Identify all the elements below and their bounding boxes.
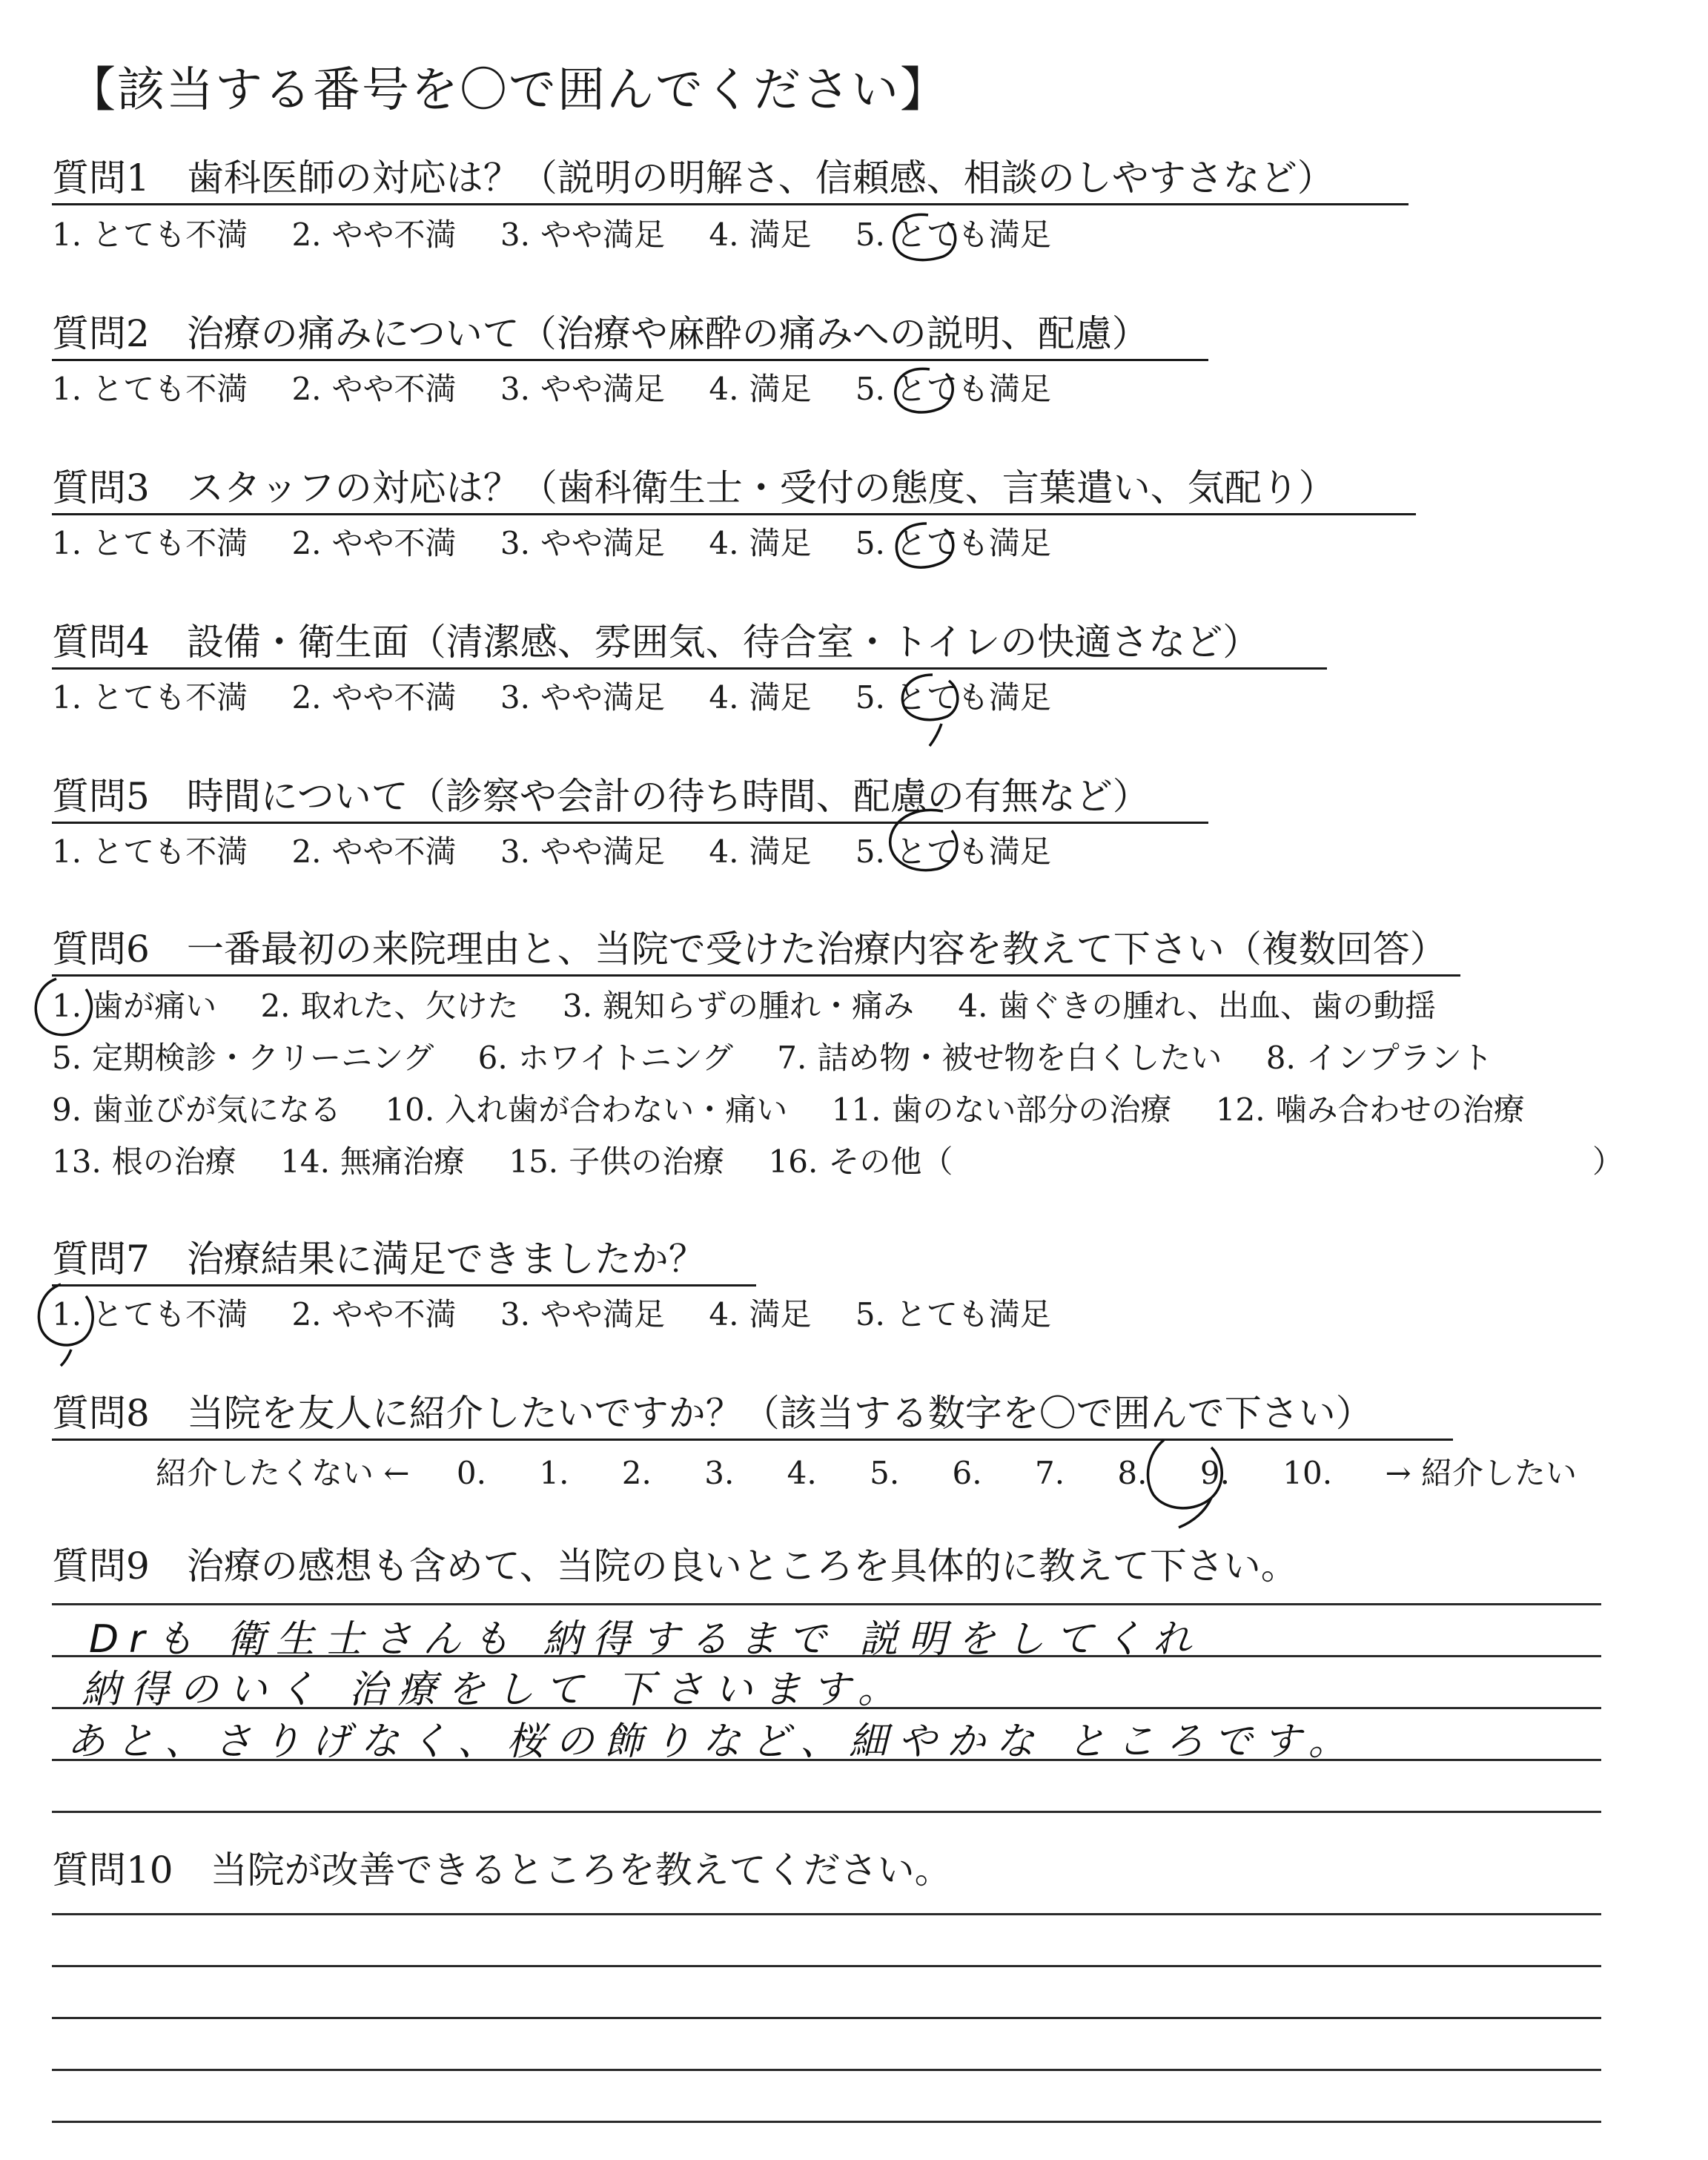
q8-right-label: → 紹介したい (1385, 1455, 1577, 1491)
q6-option-5[interactable]: 5. 定期検診・クリーニング (52, 1040, 434, 1076)
question-label: 質問2 (52, 312, 150, 355)
option-4[interactable]: 4. 満足 (709, 833, 812, 870)
q10-answer-line-5[interactable] (52, 2121, 1601, 2123)
option-5[interactable]: 5. とても満足 (855, 1296, 1051, 1332)
q8-option-10[interactable]: 10. (1282, 1455, 1333, 1491)
question-3-title (52, 466, 1336, 510)
q7-circle-mark (28, 1272, 110, 1369)
option-3[interactable]: 3. やや満足 (500, 217, 665, 253)
q2-circle-mark (884, 354, 965, 429)
question-7-underline (52, 1284, 756, 1287)
q6-option-4[interactable]: 4. 歯ぐきの腫れ、出血、歯の動揺 (958, 988, 1436, 1024)
q6-circle-mark (27, 968, 108, 1050)
q6-option-7[interactable]: 7. 詰め物・被せ物を白くしたい (777, 1040, 1222, 1076)
option-3[interactable]: 3. やや満足 (500, 371, 665, 407)
q10-answer-line-4[interactable] (52, 2069, 1601, 2071)
q3-circle-mark (884, 510, 965, 584)
q5-circle-mark (875, 801, 971, 890)
option-5[interactable]: 5. とても満足 (855, 679, 1051, 716)
option-3[interactable]: 3. やや満足 (500, 525, 665, 561)
q6-option-9[interactable]: 9. 歯並びが気になる (52, 1091, 342, 1128)
q10-answer-line-2[interactable] (52, 1965, 1601, 1967)
question-text: 一番最初の来院理由と、当院で受けた治療内容を教えて下さい（複数回答） (186, 928, 1447, 971)
question-label: 質問3 (52, 466, 150, 509)
question-5-underline (52, 822, 1208, 824)
q9-handwritten-line-1: Drも 衛生士さんも 納得するまで 説明をしてくれ (89, 1617, 1202, 1662)
q4-circle-mark (890, 664, 971, 753)
q6-option-10[interactable]: 10. 入れ歯が合わない・痛い (385, 1091, 788, 1128)
question-6-underline (52, 974, 1460, 977)
q8-option-4[interactable]: 4. (787, 1455, 817, 1491)
option-2[interactable]: 2. やや不満 (291, 371, 457, 407)
option-1[interactable]: 1. とても不満 (52, 1296, 248, 1332)
q6-option-12[interactable]: 12. 噛み合わせの治療 (1215, 1091, 1525, 1128)
q8-left-label: 紹介したくない ← (156, 1455, 410, 1491)
question-text: 当院を友人に紹介したいですか？（該当する数字を〇で囲んで下さい） (186, 1392, 1373, 1435)
question-label: 質問8 (52, 1392, 150, 1435)
question-9-title (52, 1544, 1298, 1588)
q9-handwritten-line-3: あと、さりげなく、桜の飾りなど、細やかな ところです。 (67, 1720, 1357, 1764)
question-8-underline (52, 1439, 1453, 1441)
question-label: 質問6 (52, 928, 150, 971)
question-2-title (52, 311, 1149, 356)
question-text: 設備・衛生面（清潔感、雰囲気、待合室・トイレの快適さなど） (186, 621, 1260, 664)
q6-options-row-1[interactable] (52, 986, 1470, 1026)
option-5[interactable]: 5. とても満足 (855, 525, 1051, 561)
question-7-options[interactable] (52, 1295, 1085, 1335)
question-3-underline (52, 513, 1416, 515)
q9-answer-line-5 (52, 1811, 1601, 1813)
question-label: 質問7 (52, 1238, 150, 1281)
option-3[interactable]: 3. やや満足 (500, 833, 665, 870)
q8-circle-mark (1134, 1424, 1238, 1542)
q9-answer-line-1 (52, 1603, 1601, 1605)
q10-answer-line-1[interactable] (52, 1913, 1601, 1915)
option-2[interactable]: 2. やや不満 (291, 525, 457, 561)
question-text: 治療の痛みについて（治療や麻酔の痛みへの説明、配慮） (186, 312, 1149, 355)
q8-option-8[interactable]: 8. (1117, 1455, 1148, 1491)
q6-options-row-4[interactable] (52, 1142, 987, 1182)
question-text: 治療の感想も含めて、当院の良いところを具体的に教えて下さい。 (186, 1545, 1298, 1588)
q6-option-16[interactable]: 16. その他（ (768, 1143, 953, 1180)
question-text: 歯科医師の対応は？（説明の明解さ、信頼感、相談のしやすさなど） (186, 156, 1334, 199)
q6-option-3[interactable]: 3. 親知らずの腫れ・痛み (562, 988, 914, 1024)
q6-option-8[interactable]: 8. インプラント (1265, 1040, 1493, 1076)
question-4-title (52, 620, 1260, 664)
option-5[interactable]: 5. とても満足 (855, 371, 1051, 407)
question-label: 質問4 (52, 621, 150, 664)
option-3[interactable]: 3. やや満足 (500, 1296, 665, 1332)
q6-option-1[interactable]: 1. 歯が痛い (52, 988, 217, 1024)
q8-option-1[interactable]: 1. (539, 1455, 569, 1491)
question-label: 質問9 (52, 1545, 150, 1588)
option-4[interactable]: 4. 満足 (709, 217, 812, 253)
question-6-title (52, 927, 1447, 971)
q6-option-15[interactable]: 15. 子供の治療 (509, 1143, 725, 1180)
q6-options-row-3[interactable] (52, 1090, 1559, 1130)
q8-option-5[interactable]: 5. (870, 1455, 900, 1491)
question-2-underline (52, 359, 1208, 361)
q8-option-0[interactable]: 0. (456, 1455, 486, 1491)
option-1[interactable]: 1. とても不満 (52, 833, 248, 870)
option-4[interactable]: 4. 満足 (709, 1296, 812, 1332)
q10-answer-line-3[interactable] (52, 2017, 1601, 2019)
q6-other-close-paren: ） (1592, 1143, 1624, 1180)
question-label: 質問1 (52, 156, 150, 199)
q8-recommend-scale[interactable] (156, 1453, 1620, 1493)
option-4[interactable]: 4. 満足 (709, 679, 812, 716)
q8-option-3[interactable]: 3. (704, 1455, 735, 1491)
option-2[interactable]: 2. やや不満 (291, 217, 457, 253)
option-3[interactable]: 3. やや満足 (500, 679, 665, 716)
question-4-underline (52, 667, 1327, 670)
question-text: 治療結果に満足できましたか？ (186, 1238, 706, 1281)
q6-option-14[interactable]: 14. 無痛治療 (280, 1143, 465, 1180)
question-label: 質問5 (52, 775, 150, 818)
option-1[interactable]: 1. とても不満 (52, 679, 248, 716)
question-label: 質問10 (52, 1849, 173, 1892)
q8-option-7[interactable]: 7. (1034, 1455, 1065, 1491)
option-4[interactable]: 4. 満足 (709, 525, 812, 561)
q6-option-11[interactable]: 11. 歯のない部分の治療 (831, 1091, 1172, 1128)
option-5[interactable]: 5. とても満足 (855, 217, 1051, 253)
option-1[interactable]: 1. とても不満 (52, 217, 248, 253)
question-7-title (52, 1237, 706, 1281)
question-1-underline (52, 203, 1409, 205)
question-text: 当院が改善できるところを教えてください。 (210, 1849, 952, 1892)
option-2[interactable]: 2. やや不満 (291, 679, 457, 716)
q8-option-6[interactable]: 6. (952, 1455, 982, 1491)
option-1[interactable]: 1. とても不満 (52, 371, 248, 407)
option-4[interactable]: 4. 満足 (709, 371, 812, 407)
page-heading: 【該当する番号を〇で囲んでください】 (68, 63, 949, 118)
option-5[interactable]: 5. とても満足 (855, 833, 1051, 870)
option-2[interactable]: 2. やや不満 (291, 833, 457, 870)
q8-option-2[interactable]: 2. (621, 1455, 652, 1491)
option-2[interactable]: 2. やや不満 (291, 1296, 457, 1332)
question-1-title (52, 156, 1334, 200)
q6-option-2[interactable]: 2. 取れた、欠けた (260, 988, 519, 1024)
q1-circle-mark (884, 202, 965, 276)
option-1[interactable]: 1. とても不満 (52, 525, 248, 561)
question-text: 時間について（診察や会計の待ち時間、配慮の有無など） (186, 775, 1150, 818)
question-10-title (52, 1848, 952, 1892)
q9-handwritten-line-2: 納得のいく 治療をして 下さいます。 (82, 1668, 907, 1712)
q6-options-row-2[interactable] (52, 1038, 1527, 1078)
q8-option-9[interactable]: 9. (1199, 1455, 1230, 1491)
q6-option-6[interactable]: 6. ホワイトニング (477, 1040, 733, 1076)
question-text: スタッフの対応は？（歯科衛生士・受付の態度、言葉遣い、気配り） (186, 466, 1336, 509)
question-5-title (52, 774, 1150, 819)
q6-option-13[interactable]: 13. 根の治療 (52, 1143, 236, 1180)
